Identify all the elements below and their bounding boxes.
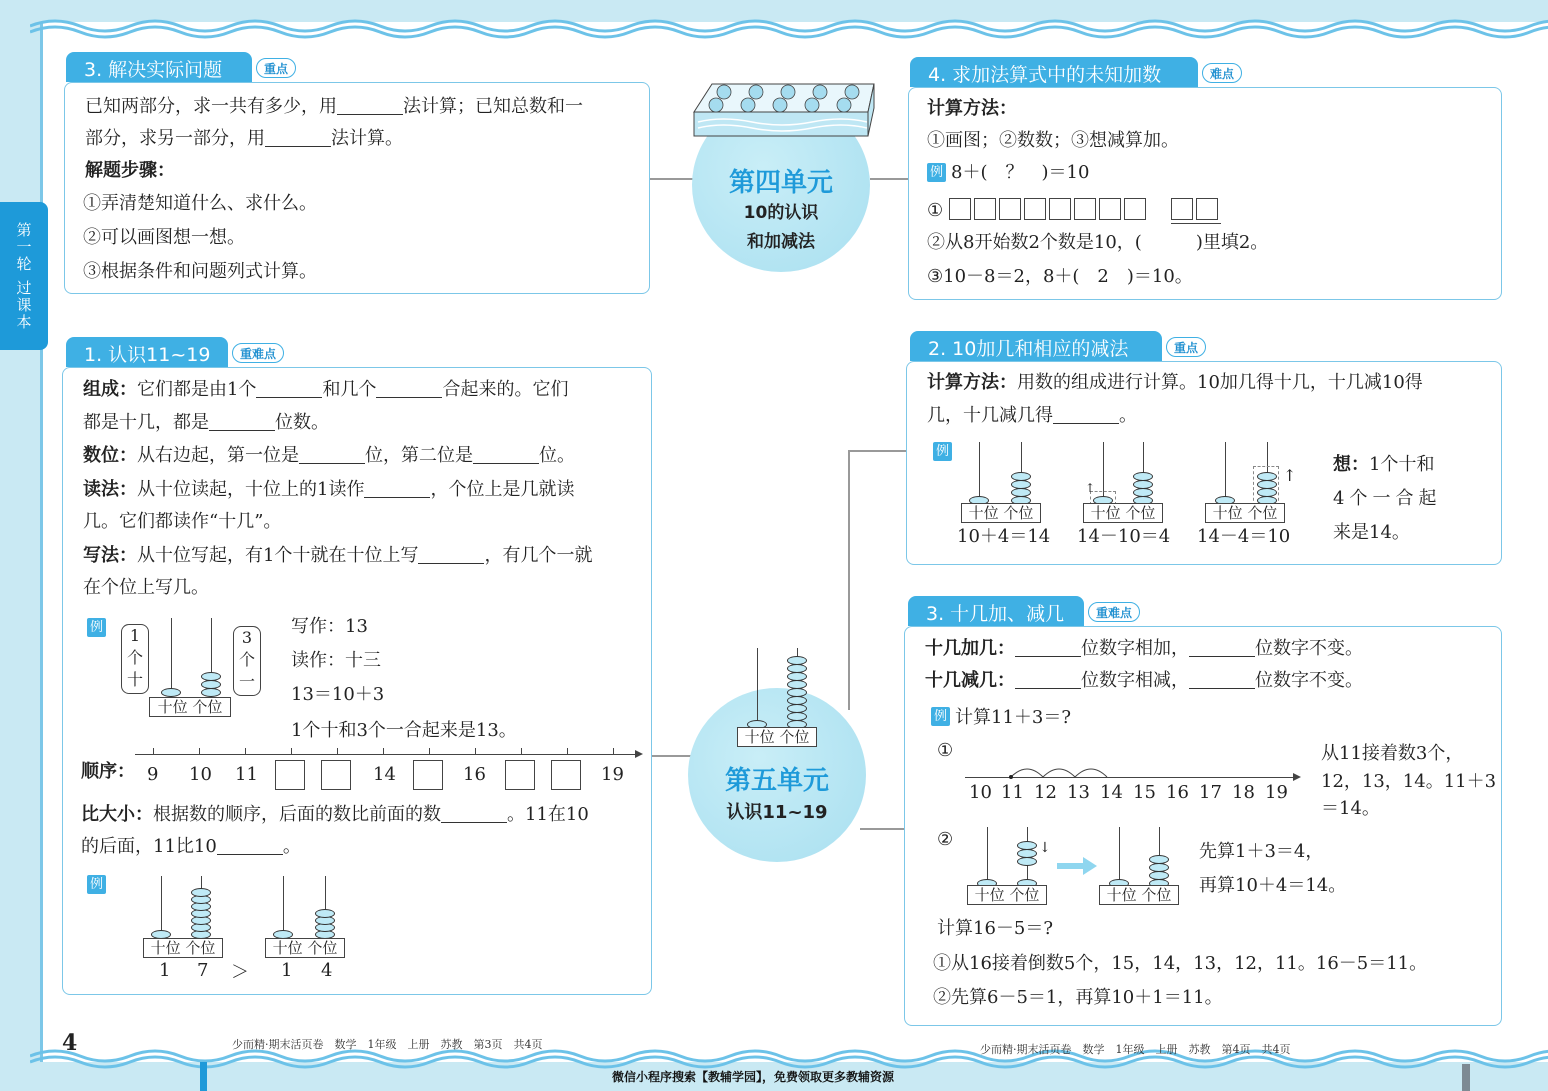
number-blank-box[interactable] <box>321 760 351 790</box>
unit4-subtitle: 10的认识 <box>743 203 819 223</box>
answer-blank[interactable] <box>473 446 539 464</box>
number-blank-box[interactable] <box>413 760 443 790</box>
example-tag: 例 <box>933 442 952 461</box>
abacus-place-label: 十位 个位 <box>149 697 231 717</box>
abacus-bead <box>201 680 221 689</box>
answer-blank[interactable] <box>1053 406 1119 424</box>
answer-blank[interactable] <box>441 805 507 823</box>
binding-mark <box>200 1062 207 1091</box>
unit4-title: 第四单元 <box>728 168 833 198</box>
footer-info-left: 少而精·期末活页卷 数学 1年级 上册 苏教 第3页 共4页 <box>232 1038 543 1051</box>
card-solve-problems: 已知两部分，求一共有多少，用 法计算；已知总数和一 部分，求另一部分，用 法计算。 解题步骤： ①弄清楚知道什么、求什么。 ②可以画图想一想。 ③根据条件和问题列式计算。 <box>64 82 650 294</box>
wave-border-top <box>30 14 1548 42</box>
abacus-bead <box>161 688 181 697</box>
arrow-up-icon: ↑ <box>1085 481 1096 495</box>
badge-key-difficult: 重难点 <box>232 343 284 363</box>
number-blank-box[interactable] <box>505 760 535 790</box>
connector-line <box>650 178 695 180</box>
arrow-down-icon: ↓ <box>1039 840 1051 856</box>
hop-arrows <box>1005 759 1115 779</box>
example-tag: 例 <box>87 618 106 637</box>
callout-ones: 3 个 一 <box>233 626 261 696</box>
counting-squares-extra <box>1171 200 1221 224</box>
example-tag: 例 <box>87 875 106 894</box>
card-title-ten-plus: 2. 10加几和相应的减法 <box>910 331 1162 361</box>
number-blank-box[interactable] <box>275 760 305 790</box>
number-line-arrow <box>1293 773 1301 781</box>
badge-key-point: 重点 <box>256 58 296 78</box>
badge-difficult: 难点 <box>1202 63 1242 83</box>
answer-blank[interactable] <box>1015 639 1081 657</box>
card-title-know-11-19: 1. 认识11~19 <box>66 337 228 367</box>
answer-blank[interactable] <box>265 129 331 147</box>
card-title-solve-problems: 3. 解决实际问题 <box>66 52 252 82</box>
number-blank-box[interactable] <box>551 760 581 790</box>
abacus-place-label: 十位 个位 <box>143 938 223 958</box>
connector-line <box>860 828 906 830</box>
footer-info-right: 少而精·期末活页卷 数学 1年级 上册 苏教 第4页 共4页 <box>980 1043 1291 1056</box>
step-item: ②可以画图想一想。 <box>83 227 245 248</box>
answer-blank[interactable] <box>1189 639 1255 657</box>
side-tab: 第一轮 过课本 <box>0 202 48 350</box>
badge-key-difficult: 重难点 <box>1088 602 1140 622</box>
callout-tens: 1 个 十 <box>121 624 149 694</box>
card-teen-add-sub: 十几加几： 位数字相加， 位数字不变。 十几减几： 位数字相减， 位数字不变。 例 计算11＋3＝? ① 10 11 12 13 14 15 16 17 18 19 从11接着数3个， 12，13，14。11＋3 ＝14。 ② ↓ 十位 个位 十位 个位 先算1＋3＝4， 再算10＋4＝14。 计算16－5＝? ①从16接着倒数5个，15，14，13，12，11。16－5＝11。 ②先算6－5＝1，再算10＋1＝11。 <box>904 626 1502 1026</box>
unit4-subtitle: 和加减法 <box>747 232 815 252</box>
promo-text: 微信小程序搜索【教辅学园】，免费领取更多教辅资源 <box>612 1070 895 1084</box>
answer-blank[interactable] <box>418 546 484 564</box>
ten-frame-icon <box>692 78 882 140</box>
card-title-teen-add-sub: 3. 十几加、减几 <box>908 596 1084 626</box>
connector-line <box>848 450 850 710</box>
answer-blank[interactable] <box>256 380 322 398</box>
answer-blank[interactable] <box>209 413 275 431</box>
abacus-place-label: 十位 个位 <box>265 938 345 958</box>
answer-blank[interactable] <box>1015 671 1081 689</box>
connector-line <box>848 450 908 452</box>
step-item: ③根据条件和问题列式计算。 <box>83 261 317 282</box>
abacus-bead <box>201 688 221 697</box>
connector-line <box>650 755 695 757</box>
binding-mark <box>1462 1064 1470 1091</box>
card-unknown-addend: 计算方法： ①画图；②数数；③想减算加。 例 8＋( ？ )＝10 ① ②从8开始数2个数是10，( )里填2。 ③10－8＝2，8＋( 2 )＝10。 <box>908 87 1502 300</box>
answer-blank[interactable] <box>217 837 283 855</box>
arrow-up-icon: ↑ <box>1283 466 1297 485</box>
answer-blank[interactable] <box>337 97 403 115</box>
example-tag: 例 <box>931 707 950 726</box>
connector-line <box>870 178 910 180</box>
example-tag: 例 <box>927 163 946 182</box>
page-number: 4 <box>62 1030 78 1056</box>
answer-blank[interactable] <box>376 380 442 398</box>
card-title-unknown-addend: 4. 求加法算式中的未知加数 <box>910 57 1198 87</box>
answer-blank[interactable] <box>299 446 365 464</box>
abacus-bead <box>201 672 221 681</box>
step-item: ①弄清楚知道什么、求什么。 <box>83 193 317 214</box>
steps-heading: 解题步骤： <box>85 160 175 181</box>
number-line-arrow <box>635 750 643 758</box>
number-line <box>135 754 637 755</box>
answer-blank[interactable] <box>364 480 430 498</box>
counting-squares <box>949 200 1155 221</box>
unit5-subtitle: 认识11~19 <box>726 802 828 823</box>
answer-blank[interactable] <box>1189 671 1255 689</box>
abacus-rod <box>171 618 172 698</box>
order-label: 顺序： <box>81 761 135 782</box>
card-know-11-19: 组成：它们都是由1个 和几个 合起来的。它们 都是十几，都是 位数。 数位：从右边起，第一位是 位，第二位是 位。 读法：从十位读起，十位上的1读作 ，个位上是几就读 几。它们都读作“十几”。 写法：从十位写起，有1个十就在十位上写 ，有几个一就 在个位上写几。 例 1 个 十 3 个 一 十位 个位 写作：13 读作：十三 13＝10＋3 1个十和3个一合起来是13。 顺序： 9 10 11 14 16 19 比大小：根据数的顺序，后面的数比前面的数 。11在10 的后面，11比10 。 例 十位 个位 十位 个位 1 7 ＞ 1 4 <box>62 367 652 995</box>
arrow-right-icon <box>1057 857 1097 875</box>
abacus-place-label: 十位 个位 <box>737 727 817 747</box>
badge-key-point: 重点 <box>1166 337 1206 357</box>
unit5-title: 第五单元 <box>724 766 829 796</box>
card-ten-plus: 计算方法：用数的组成进行计算。10加几得十几，十几减10得 几，十几减几得 。 例 十位 个位 10＋4＝14 ↑ 十位 个位 14－10＝4 ↑ 十位 个位 14－4＝10 想：1个十和 4个一合起 来是14。 <box>906 361 1502 565</box>
